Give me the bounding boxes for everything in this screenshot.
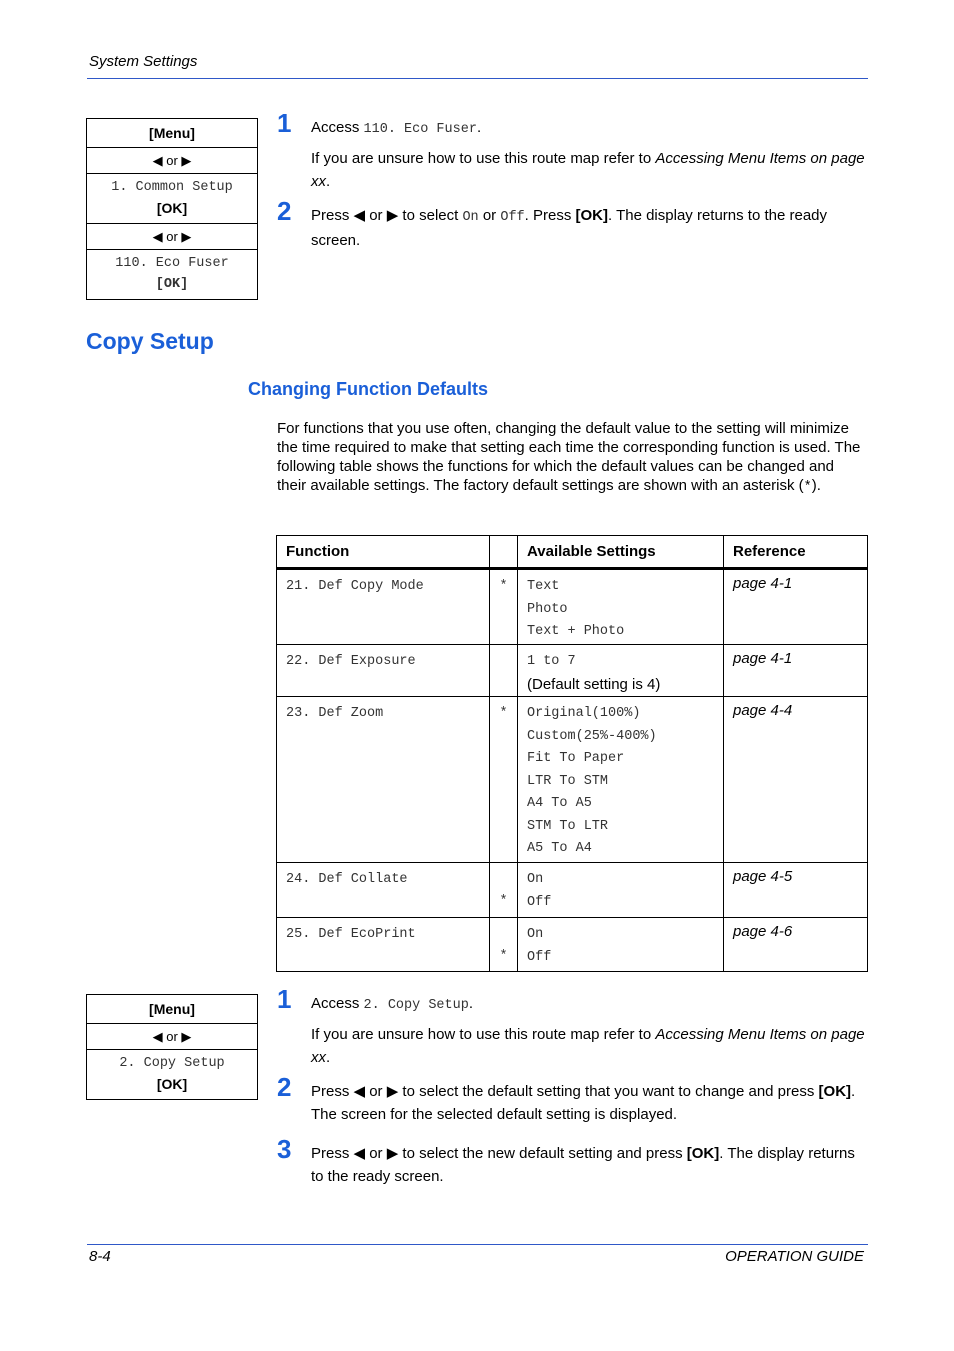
text: Access (311, 119, 364, 136)
cross-reference: Accessing Menu Items on page xx (311, 150, 865, 190)
ok-key: [OK] (818, 1083, 852, 1100)
function-code: 22. Def Exposure (286, 654, 416, 669)
route-map-eco-fuser (86, 118, 258, 300)
header-rule (87, 78, 868, 79)
guide-name: OPERATION GUIDE (725, 1248, 864, 1265)
page-reference: page 4-6 (733, 923, 793, 940)
route-map-item-code: 2. Copy Setup (119, 1056, 225, 1071)
setting-option: Text + Photo (527, 624, 625, 639)
step-instruction (311, 1080, 867, 1126)
step-number: 3 (277, 1134, 292, 1164)
menu-code: On (462, 210, 479, 225)
ok-key: [OK] (575, 207, 609, 224)
setting-option: LTR To STM (527, 773, 609, 789)
asterisk: * (803, 480, 812, 495)
page-reference: page 4-4 (733, 702, 793, 719)
default-marker: * (499, 894, 508, 909)
setting-option: Original(100%) (527, 706, 641, 721)
step-note (311, 147, 867, 193)
page-reference: page 4-1 (733, 650, 793, 667)
setting-note: (Default setting is 4) (527, 675, 661, 693)
table-header-row (277, 536, 868, 569)
page-reference: page 4-1 (733, 575, 793, 592)
cross-reference: Accessing Menu Items on page xx (311, 1026, 865, 1066)
step-text (311, 1142, 867, 1188)
setting-option: A5 To A4 (527, 841, 592, 856)
route-map-item (87, 249, 257, 299)
step-number: 2 (277, 196, 292, 226)
text: . (326, 1049, 331, 1066)
text: If you are unsure how to use this route map refer to (311, 1026, 656, 1043)
section-subtitle: Changing Function Defaults (248, 379, 488, 399)
route-map-item (87, 1049, 257, 1099)
setting-option: Photo (527, 601, 568, 617)
ok-key: [OK] (686, 1145, 720, 1162)
route-map-nav: ◀ or ▶ (87, 1023, 257, 1049)
text: . The screen for the selected default setting is displayed. (311, 1083, 856, 1123)
running-header: System Settings (89, 53, 198, 70)
text: If you are unsure how to use this route map refer to (311, 150, 656, 167)
column-header: Available Settings (518, 536, 724, 569)
table-row (277, 863, 868, 918)
text: Access (311, 995, 364, 1012)
text: . Press (524, 207, 576, 224)
text: . (326, 173, 331, 190)
setting-option: A4 To A5 (527, 796, 592, 811)
text: ). (811, 477, 821, 494)
section-title: Copy Setup (86, 328, 214, 354)
table-row (277, 569, 868, 645)
footer-rule (87, 1244, 868, 1245)
table-row (277, 645, 868, 697)
table-row (277, 918, 868, 972)
step-text (311, 116, 867, 193)
text: For functions that you use often, changing the default value to the setting will minimize the time required to make that setting each time the corresponding function is used. The following table shows the functions for which the default values can be changed and their available settings. The factory default settings are shown with an asterisk ( (277, 420, 861, 494)
route-map-nav: ◀ or ▶ (87, 223, 257, 249)
text: or (478, 207, 501, 224)
step-number: 1 (277, 108, 292, 138)
setting-option: Custom(25%-400%) (527, 728, 657, 744)
route-map-item-code: 1. Common Setup (111, 180, 233, 195)
text: Press ◀ or ▶ to select the default setting that you want to change and press (311, 1083, 819, 1100)
step-text (311, 1080, 867, 1126)
setting-option: On (527, 872, 544, 887)
column-header: Reference (724, 536, 868, 569)
setting-option: On (527, 927, 544, 942)
text: . The display returns to the ready screen. (311, 207, 828, 249)
intro-paragraph (277, 419, 867, 497)
menu-code: 110. Eco Fuser (363, 122, 477, 137)
route-map-item (87, 173, 257, 223)
step-number: 2 (277, 1072, 292, 1102)
route-map-menu: [Menu] (149, 1001, 195, 1017)
route-map-ok: [OK] (156, 200, 188, 216)
step-instruction (311, 992, 867, 1017)
default-marker: * (499, 579, 508, 594)
route-map-nav: ◀ or ▶ (87, 147, 257, 173)
text: . (476, 119, 482, 136)
menu-code: Off (500, 210, 525, 225)
text: Press ◀ or ▶ to select the new default setting and press (311, 1145, 687, 1162)
page-reference: page 4-5 (733, 868, 793, 885)
route-map-menu: [Menu] (149, 125, 195, 141)
page-number: 8-4 (89, 1248, 111, 1265)
function-code: 21. Def Copy Mode (286, 579, 424, 594)
function-code: 25. Def EcoPrint (286, 927, 416, 942)
table-row (277, 697, 868, 863)
menu-code: 2. Copy Setup (363, 998, 469, 1013)
step-instruction (311, 116, 867, 141)
step-number: 1 (277, 984, 292, 1014)
setting-option: Text (527, 579, 560, 594)
route-map-ok: [OK] (155, 277, 189, 292)
route-map-ok: [OK] (156, 1076, 188, 1092)
column-header (490, 536, 518, 569)
function-code: 23. Def Zoom (286, 706, 384, 721)
function-code: 24. Def Collate (286, 872, 408, 887)
setting-option: Off (527, 949, 552, 965)
default-marker: * (499, 949, 508, 964)
setting-option: Fit To Paper (527, 751, 625, 766)
route-map-item-code: 110. Eco Fuser (115, 256, 229, 271)
function-defaults-table (276, 535, 868, 972)
setting-option: 1 to 7 (527, 654, 576, 669)
text: . The display returns to the ready screen. (311, 1145, 855, 1185)
step-text (311, 992, 867, 1069)
text: . (468, 995, 474, 1012)
step-note (311, 1023, 867, 1069)
step-instruction (311, 1142, 867, 1188)
text: Press ◀ or ▶ to select (311, 207, 463, 224)
setting-option: STM To LTR (527, 818, 609, 834)
step-instruction (311, 204, 867, 252)
default-marker: * (499, 706, 508, 721)
setting-option: Off (527, 894, 552, 910)
column-header: Function (277, 536, 490, 569)
route-map-copy-setup (86, 994, 258, 1100)
step-text (311, 204, 867, 252)
